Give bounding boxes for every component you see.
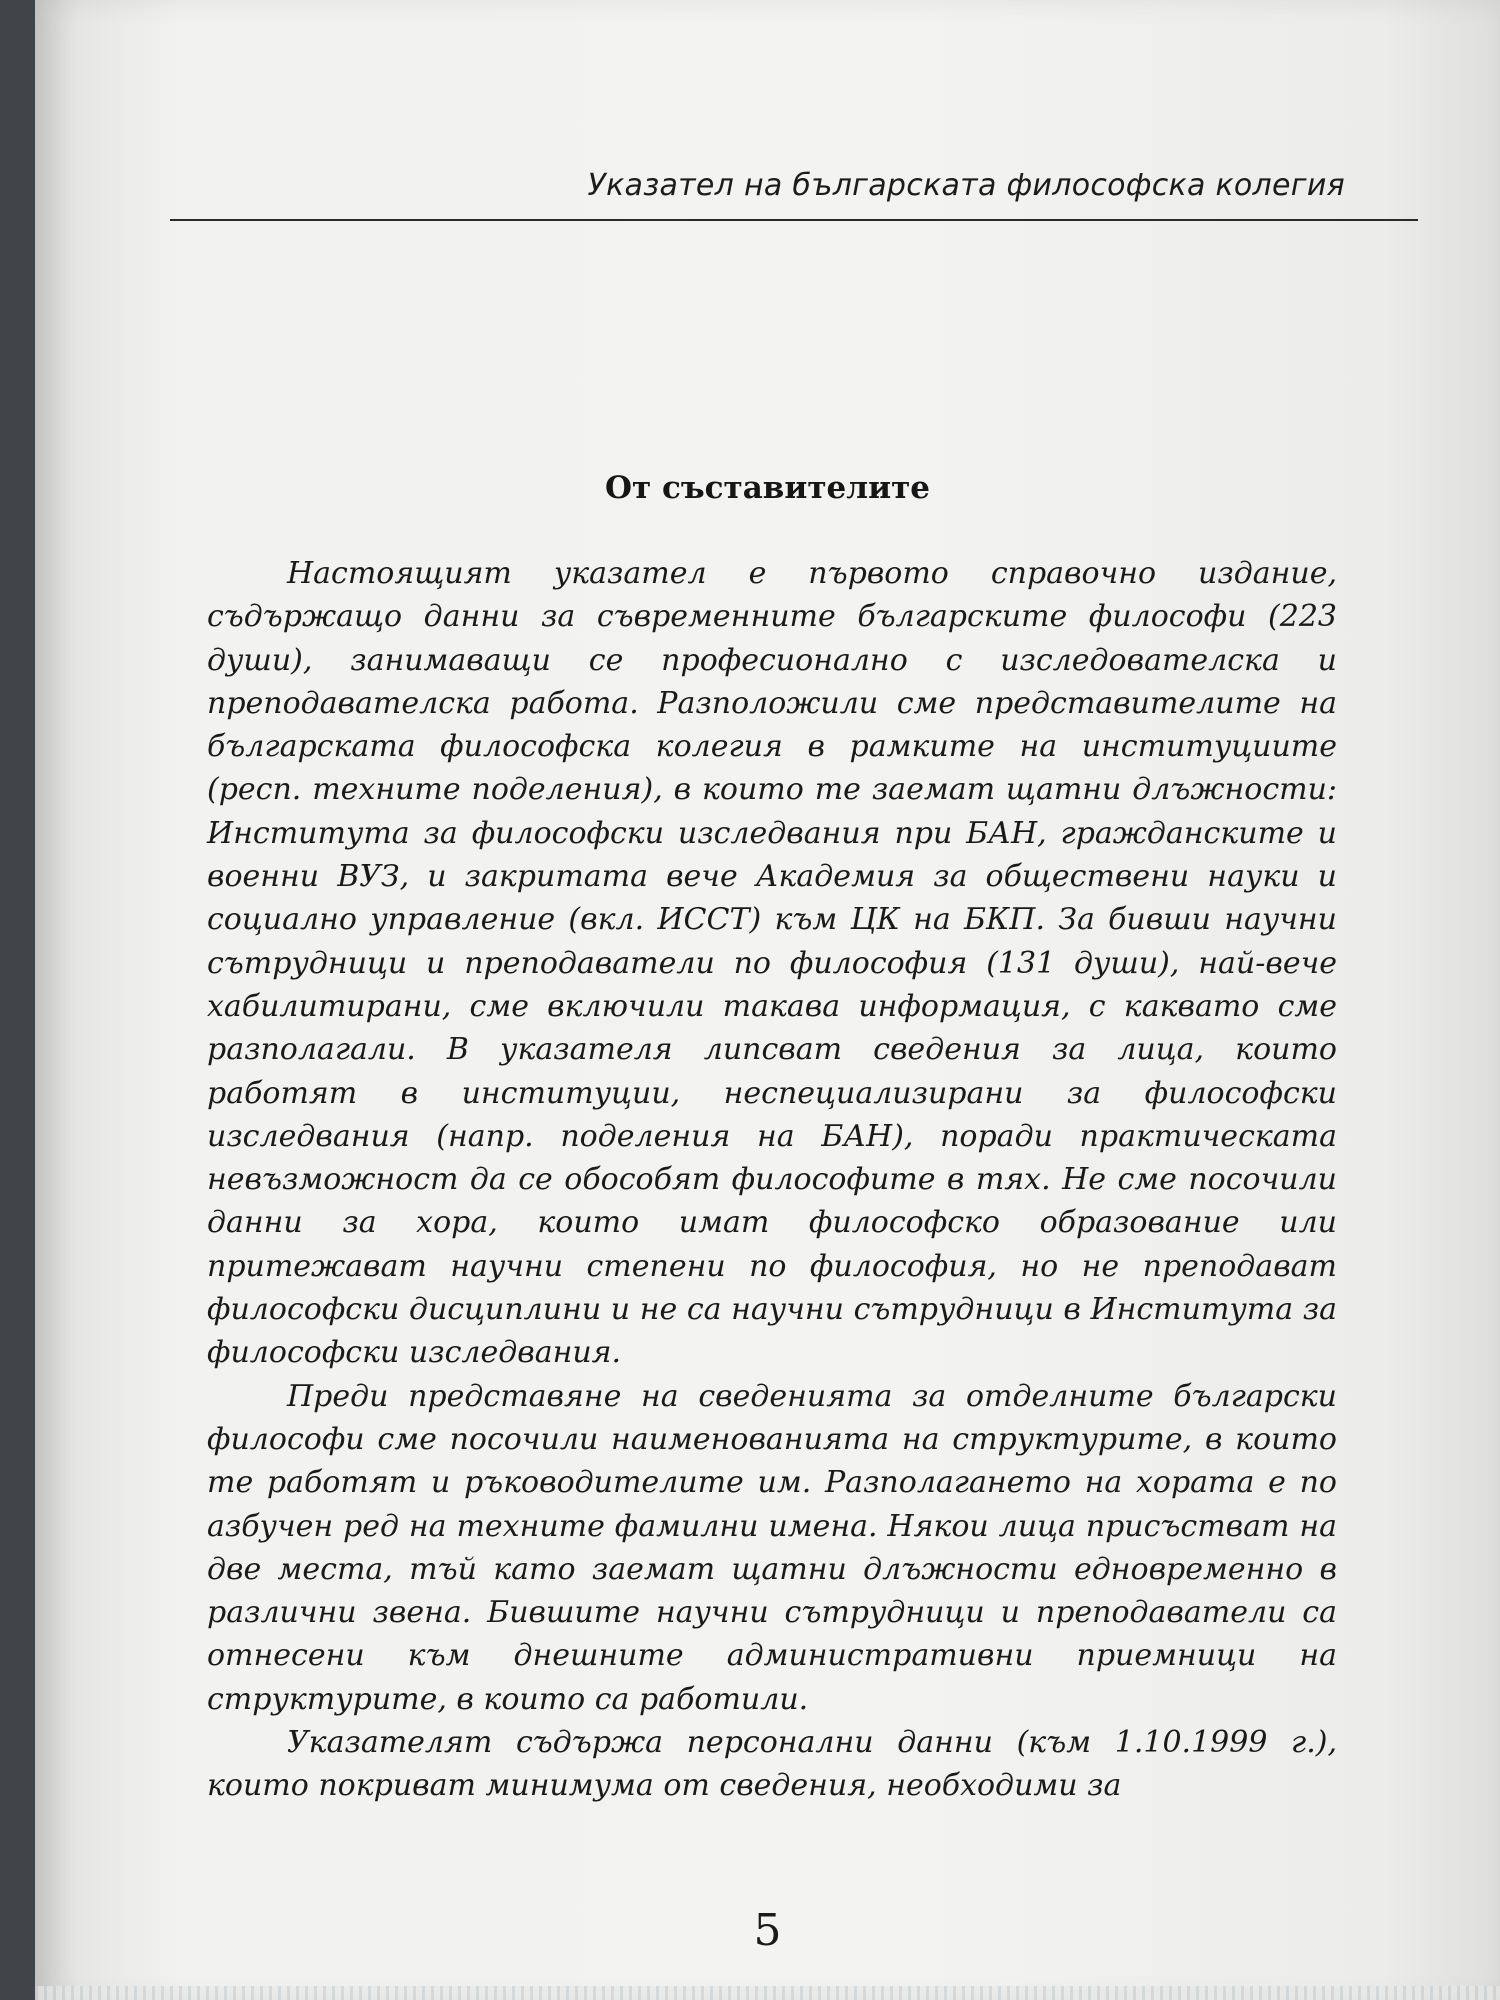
page-edge-pattern <box>35 1986 1500 2000</box>
body-text <box>207 552 1337 1808</box>
book-page <box>35 0 1500 2000</box>
running-header: Указател на българската философска колегия <box>587 168 1345 203</box>
paragraph-3: Указателят съдържа персонални данни (към 1.10.1999 г.), които покриват минимума от сведения, необходими за <box>207 1725 1337 1804</box>
paragraph-1: Настоящият указател е първото справочно издание, съдържащо данни за съвременните българските философи (223 души), занимаващи се професионално с изследователска и преподавателска работа. Разположили сме представителите на българската философска колегия в рамките на институциите (респ. техните поделения), в които те заемат щатни длъжности: Института за философски изследвания при БАН, гражданските и военни ВУЗ, и закритата вече Академия за обществени науки и социално управление (вкл. ИССТ) към ЦК на БКП. За бивши научни сътрудници и преподаватели по философия (131 души), най-вече хабилитирани, сме включили такава информация, с каквато сме разполагали. В указателя липсват сведения за лица, които работят в институции, неспециализирани за философски изследвания (напр. поделения на БАН), поради практическата невъзможност да се обособят философите в тях. Не сме посочили данни за хора, които имат философско образование или притежават научни степени по философия, но не преподават философски дисциплини и не са научни сътрудници в Института за философски изследвания. <box>207 556 1337 1371</box>
paragraph-2: Преди представяне на сведенията за отделните български философи сме посочили наименованията на структурите, в които те работят и ръководителите им. Разполагането на хората е по азбучен ред на техните фамилни имена. Някои лица присъстват на две места, тъй като заемат щатни длъжности едновременно в различни звена. Бившите научни сътрудници и преподаватели са отнесени към днешните административни приемници на структурите, в които са работили. <box>207 1378 1337 1717</box>
header-rule <box>170 219 1418 221</box>
page-number: 5 <box>753 1905 782 1956</box>
section-title: От съставителите <box>604 470 931 506</box>
